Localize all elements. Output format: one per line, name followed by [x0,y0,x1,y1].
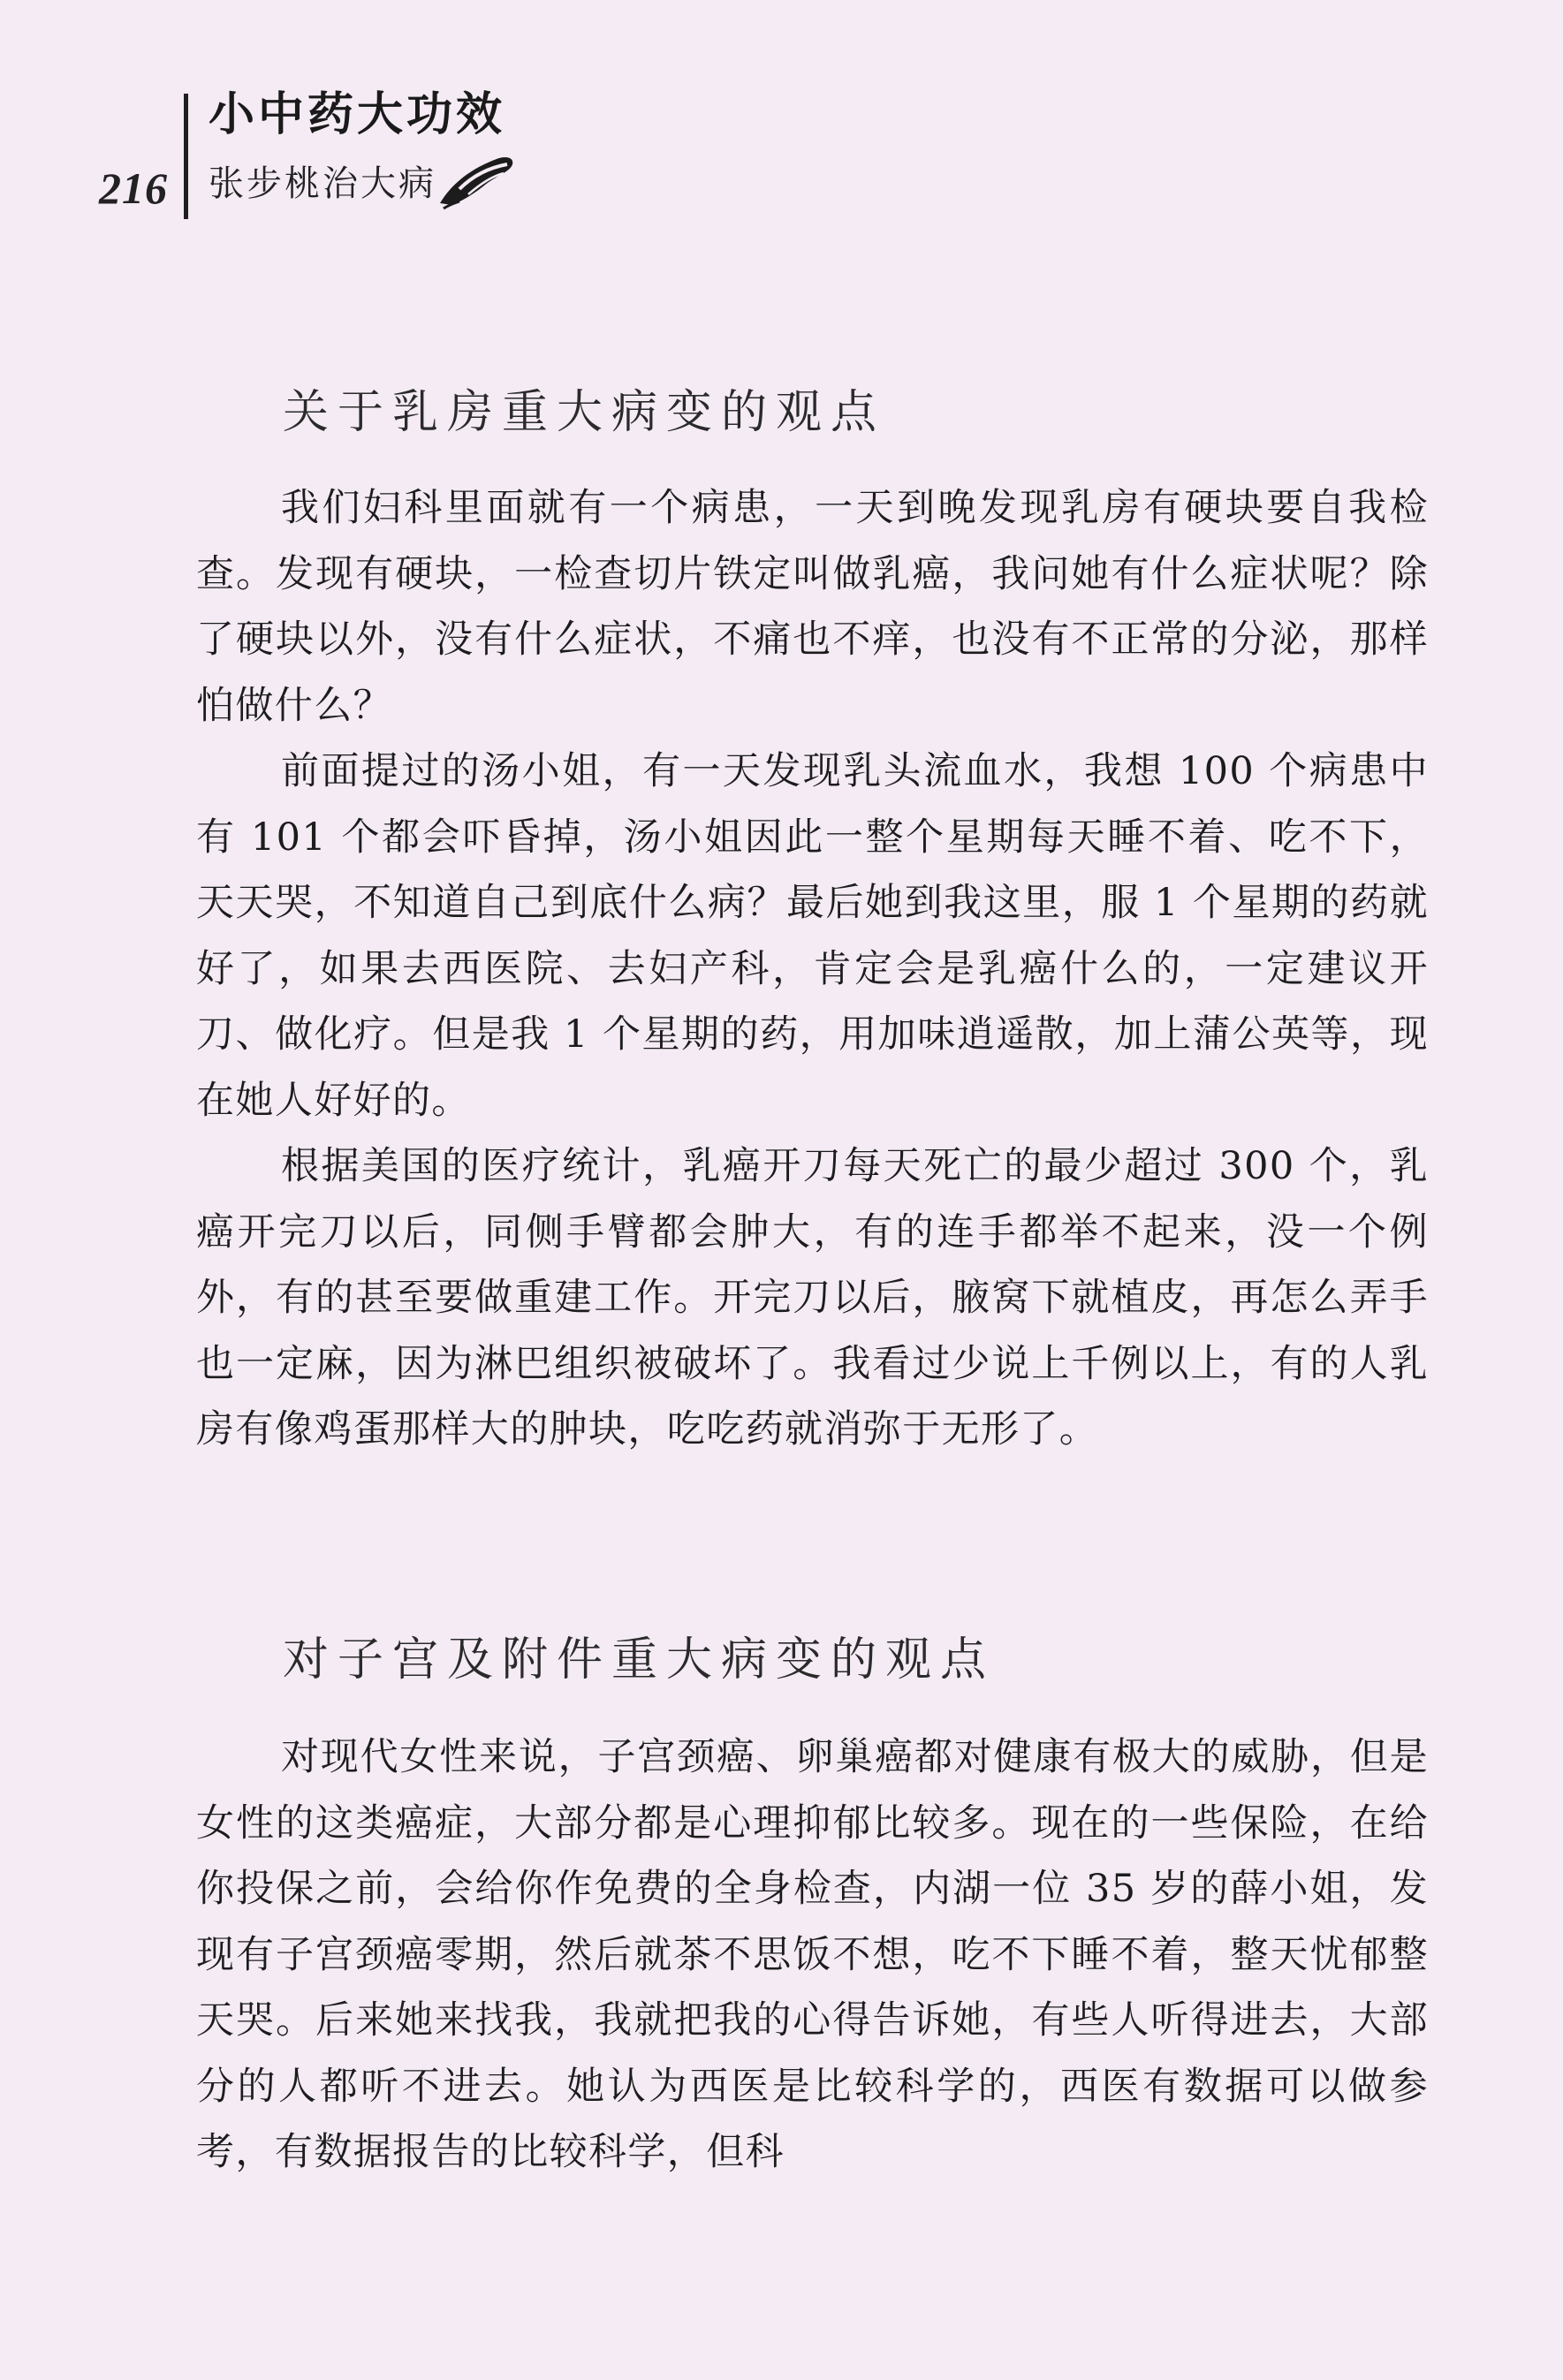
section-heading: 关于乳房重大病变的观点 [283,386,886,440]
paragraph: 前面提过的汤小姐，有一天发现乳头流血水，我想 100 个病患中有 101 个都会吓昏掉，汤小姐因此一整个星期每天睡不着、吃不下，天天哭，不知道自己到底什么病？最后她到我这里，服 1 个星期的药就好了，如果去西医院、去妇产科，肯定会是乳癌什么的，一定建议开刀、做化疗。但是我 1 个星期的药，用加味逍遥散，加上蒲公英等，现在她人好好的。 [196,749,1429,1123]
header-divider [184,94,188,219]
section-body [196,475,1429,1463]
running-header [99,88,629,221]
brush-stroke-logo [433,150,518,212]
book-title: 小中药大功效 [209,88,506,141]
paragraph: 对现代女性来说，子宫颈癌、卵巢癌都对健康有极大的威胁，但是女性的这类癌症，大部分都是心理抑郁比较多。现在的一些保险，在给你投保之前，会给你作免费的全身检查，内湖一位 35 岁的薛小姐，发现有子宫颈癌零期，然后就茶不思饭不想，吃不下睡不着，整天忧郁整天哭。后来她来找我，我就把我的心得告诉她，有些人听得进去，大部分的人都听不进去。她认为西医是比较科学的，西医有数据可以做参考，有数据报告的比较科学，但科 [196,1735,1429,2174]
book-subtitle: 张步桃治大病 [209,163,436,204]
page-number: 216 [99,163,168,213]
section-body [196,1724,1429,2186]
section-heading: 对子宫及附件重大病变的观点 [283,1633,996,1687]
paragraph: 我们妇科里面就有一个病患，一天到晚发现乳房有硬块要自我检查。发现有硬块，一检查切片铁定叫做乳癌，我问她有什么症状呢？除了硬块以外，没有什么症状，不痛也不痒，也没有不正常的分泌，那样怕做什么？ [196,486,1429,728]
paragraph: 根据美国的医疗统计，乳癌开刀每天死亡的最少超过 300 个，乳癌开完刀以后，同侧手臂都会肿大，有的连手都举不起来，没一个例外，有的甚至要做重建工作。开完刀以后，腋窝下就植皮，再怎么弄手也一定麻，因为淋巴组织被破坏了。我看过少说上千例以上，有的人乳房有像鸡蛋那样大的肿块，吃吃药就消弥于无形了。 [196,1144,1429,1451]
